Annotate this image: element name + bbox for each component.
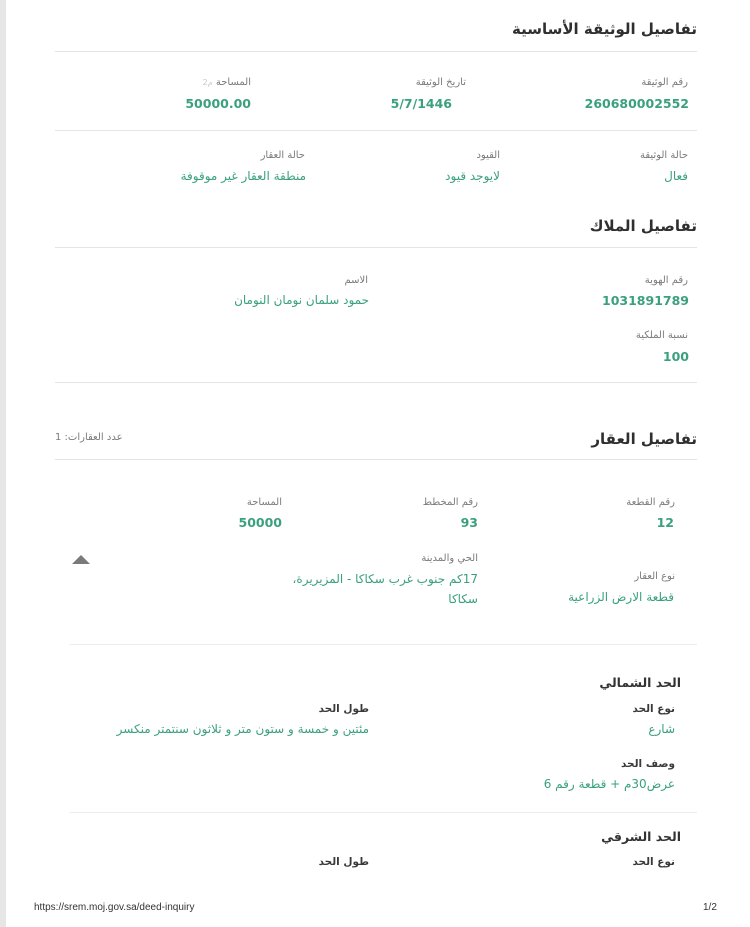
collapse-triangle-icon[interactable] [72, 555, 90, 564]
ownership-value: 100 [662, 349, 689, 364]
owner-name-label: الاسم [344, 275, 368, 286]
district-line1: 17كم جنوب غرب سكاكا - المزيريرة، [292, 572, 478, 586]
deed-date-label: تاريخ الوثيقة [415, 77, 466, 88]
property-type-label: نوع العقار [634, 571, 675, 582]
divider [55, 459, 697, 460]
divider [55, 247, 697, 248]
north-length-label: طول الحد [318, 703, 369, 715]
north-desc-label: وصف الحد [620, 758, 675, 770]
north-type-label: نوع الحد [632, 703, 675, 715]
area-label [203, 77, 251, 88]
north-length-value: مئتين و خمسة و ستون متر و ثلاثون سنتمتر منكسر [116, 722, 369, 736]
section-title-property: تفاصيل العقار [591, 430, 697, 448]
owner-name-value: حمود سلمان نومان النومان [234, 293, 369, 307]
deed-date-value: 5/7/1446 [390, 96, 452, 111]
deed-number-value: 260680002552 [584, 96, 689, 111]
plot-number-label: رقم القطعة [626, 497, 675, 508]
divider [70, 812, 697, 813]
section-title-basic-deed: تفاصيل الوثيقة الأساسية [511, 20, 697, 38]
id-number-value: 1031891789 [602, 293, 689, 308]
area-label-text: المساحة [215, 77, 251, 88]
restrictions-label: القيود [476, 150, 500, 161]
page-number: 1/2 [703, 902, 717, 913]
east-border-title: الحد الشرقي [601, 829, 681, 844]
property-type-value: قطعة الارض الزراعية [568, 590, 674, 604]
district-label: الحي والمدينة [421, 553, 478, 564]
deed-status-value: فعال [664, 169, 688, 183]
property-count: عدد العقارات: 1 [55, 432, 123, 443]
property-area-label: المساحة [246, 497, 282, 508]
area-value: 50000.00 [185, 96, 251, 111]
plan-number-label: رقم المخطط [422, 497, 478, 508]
page-edge [0, 0, 6, 927]
divider [55, 51, 697, 52]
section-title-owners: تفاصيل الملاك [589, 217, 697, 235]
property-status-value: منطقة العقار غير موقوفة [180, 169, 306, 183]
plot-number-value: 12 [656, 515, 674, 530]
district-line2: سكاكا [448, 592, 478, 606]
footer-url: https://srem.moj.gov.sa/deed-inquiry [34, 902, 195, 913]
north-type-value: شارع [648, 722, 675, 736]
divider [55, 382, 697, 383]
deed-status-label: حالة الوثيقة [639, 150, 688, 161]
deed-number-label: رقم الوثيقة [641, 77, 688, 88]
plan-number-value: 93 [460, 515, 478, 530]
east-type-label: نوع الحد [632, 856, 675, 868]
restrictions-value: لايوجد قيود [445, 169, 500, 183]
property-status-label: حالة العقار [260, 150, 305, 161]
divider [70, 644, 697, 645]
property-area-value: 50000 [238, 515, 282, 530]
divider [55, 130, 697, 131]
north-desc-value: عرض30م + قطعة رقم 6 [543, 777, 675, 791]
area-unit: م2 [202, 78, 213, 87]
ownership-label: نسبة الملكية [635, 330, 688, 341]
north-border-title: الحد الشمالي [599, 675, 681, 690]
id-number-label: رقم الهوية [644, 275, 688, 286]
east-length-label: طول الحد [318, 856, 369, 868]
